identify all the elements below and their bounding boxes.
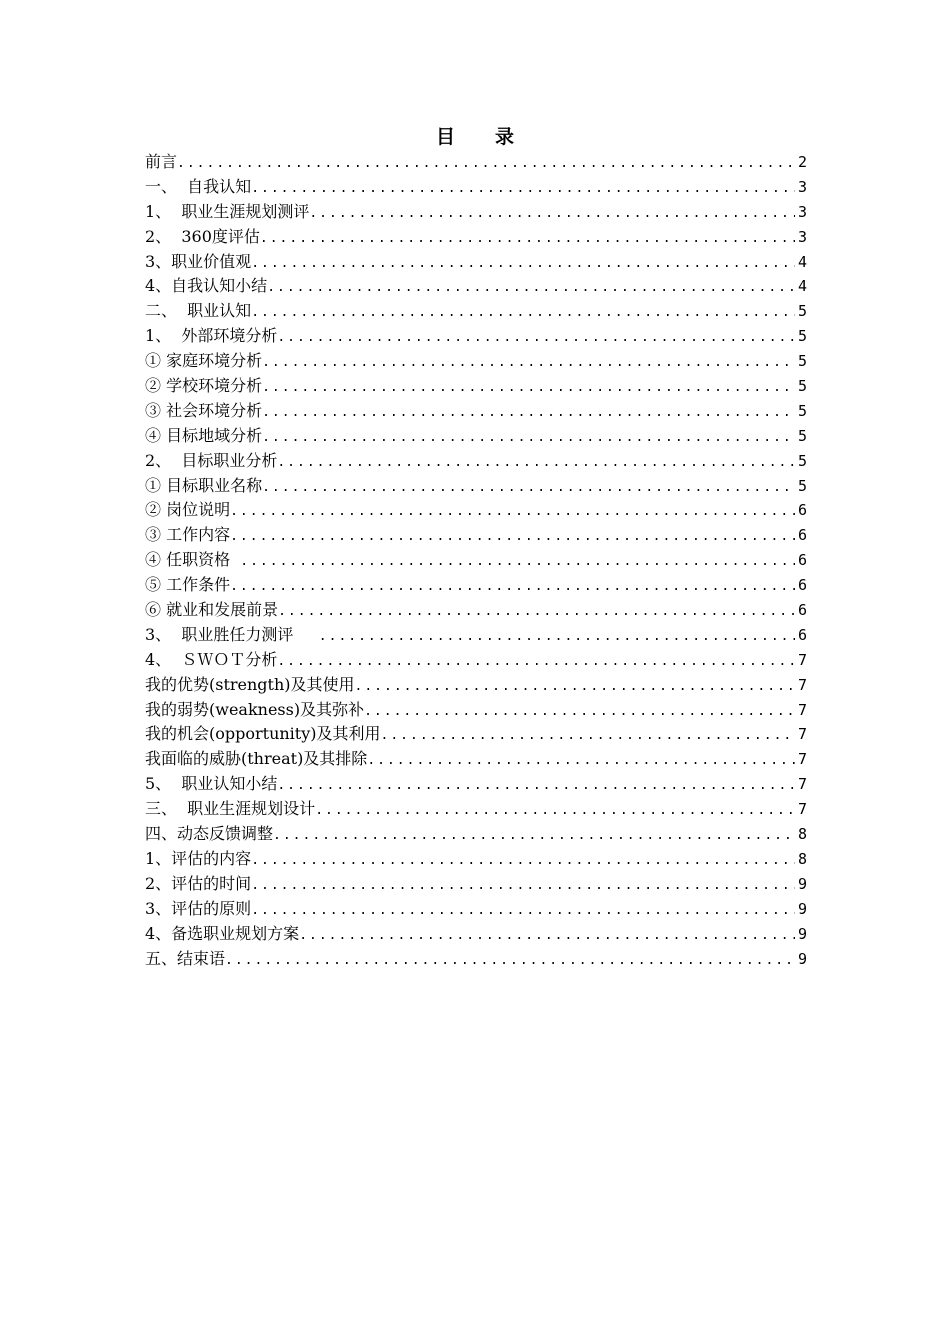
toc-entry[interactable] (145, 200, 807, 225)
toc-dot-leader (381, 724, 795, 747)
toc-dot-leader (277, 326, 795, 349)
toc-entry-page-number: 4 (797, 277, 807, 296)
toc-dot-leader (230, 575, 795, 598)
toc-entry-label: 五、结束语 (145, 948, 226, 968)
toc-dot-leader (273, 824, 795, 847)
toc-dot-leader (262, 351, 795, 374)
toc-entry-label: 二、 职业认知 (145, 301, 252, 321)
toc-entry[interactable] (145, 474, 807, 499)
toc-dot-leader (277, 650, 795, 673)
toc-title-right: 录 (495, 126, 515, 148)
toc-entry-label: 5、 职业认知小结 (145, 774, 278, 794)
toc-dot-leader (364, 700, 795, 723)
toc-entry-page-number: 7 (797, 800, 807, 819)
toc-entry-page-number: 7 (797, 675, 807, 694)
toc-entry[interactable] (145, 498, 807, 523)
toc-dot-leader (251, 252, 795, 275)
toc-dot-leader (355, 675, 795, 698)
toc-entry-label: 我的机会(opportunity)及其利用 (145, 724, 381, 744)
toc-entry[interactable] (145, 797, 807, 822)
toc-entry-label: 1、 外部环境分析 (145, 326, 278, 346)
toc-entry[interactable] (145, 573, 807, 598)
toc-entry-page-number: 6 (797, 501, 807, 520)
toc-entry[interactable] (145, 922, 807, 947)
toc-title (0, 124, 950, 150)
toc-entry[interactable] (145, 349, 807, 374)
toc-dot-leader (251, 849, 795, 872)
toc-entry[interactable] (145, 374, 807, 399)
toc-entry-label: ③ 工作内容 (145, 525, 231, 545)
toc-entry-label: 2、 目标职业分析 (145, 450, 278, 470)
toc-entry-label: 3、 职业胜任力测评 (145, 624, 319, 644)
toc-entry-label: 4、 ＳＷＯＴ分析 (145, 649, 278, 669)
toc-entry[interactable] (145, 648, 807, 673)
toc-entry-page-number: 4 (797, 252, 807, 271)
toc-entry[interactable] (145, 722, 807, 747)
toc-dot-leader (277, 774, 795, 797)
toc-dot-leader (177, 152, 795, 175)
toc-entry[interactable] (145, 399, 807, 424)
toc-entry[interactable] (145, 250, 807, 275)
toc-entry-label: 4、备选职业规划方案 (145, 923, 300, 943)
toc-entry-label: ③ 社会环境分析 (145, 400, 263, 420)
toc-dot-leader (240, 550, 795, 573)
toc-entry-page-number: 7 (797, 775, 807, 794)
toc-entry[interactable] (145, 747, 807, 772)
toc-title-left: 目 (435, 126, 455, 148)
toc-entry-page-number: 5 (797, 451, 807, 470)
toc-entry-label: 三、 职业生涯规划设计 (145, 799, 316, 819)
toc-entry[interactable] (145, 897, 807, 922)
toc-entry-page-number: 7 (797, 700, 807, 719)
toc-entry[interactable] (145, 175, 807, 200)
toc-entry[interactable] (145, 623, 807, 648)
toc-entry-label: ⑥ 就业和发展前景 (145, 600, 279, 620)
toc-list (145, 150, 807, 971)
toc-entry-label: ④ 任职资格 (145, 550, 241, 570)
toc-dot-leader (262, 476, 795, 499)
toc-dot-leader (278, 600, 795, 623)
toc-entry-page-number: 9 (797, 874, 807, 893)
toc-entry-label: 2、评估的时间 (145, 873, 252, 893)
toc-dot-leader (260, 227, 795, 250)
toc-entry-page-number: 8 (797, 849, 807, 868)
toc-entry-label: 四、动态反馈调整 (145, 824, 274, 844)
toc-dot-leader (309, 202, 795, 225)
toc-entry-label: 前言 (145, 152, 178, 171)
toc-dot-leader (262, 376, 795, 399)
toc-entry-page-number: 6 (797, 576, 807, 595)
toc-entry[interactable] (145, 449, 807, 474)
toc-entry-label: 3、职业价值观 (145, 251, 252, 271)
toc-entry-page-number: 6 (797, 551, 807, 570)
toc-dot-leader (319, 625, 795, 648)
toc-entry-label: 1、 职业生涯规划测评 (145, 201, 310, 221)
toc-dot-leader (367, 749, 795, 772)
toc-entry[interactable] (145, 872, 807, 897)
toc-entry-page-number: 3 (797, 227, 807, 246)
toc-entry[interactable] (145, 772, 807, 797)
toc-entry[interactable] (145, 598, 807, 623)
toc-entry-page-number: 5 (797, 302, 807, 321)
toc-entry[interactable] (145, 698, 807, 723)
toc-entry[interactable] (145, 947, 807, 972)
toc-entry-label: ④ 目标地域分析 (145, 425, 263, 445)
toc-entry[interactable] (145, 225, 807, 250)
toc-entry-page-number: 9 (797, 924, 807, 943)
toc-dot-leader (251, 177, 795, 200)
toc-entry-label: 一、 自我认知 (145, 176, 252, 196)
toc-entry[interactable] (145, 673, 807, 698)
toc-entry[interactable] (145, 523, 807, 548)
toc-entry-page-number: 6 (797, 601, 807, 620)
toc-entry-page-number: 7 (797, 650, 807, 669)
toc-entry-page-number: 9 (797, 899, 807, 918)
toc-dot-leader (315, 799, 795, 822)
toc-entry-label: 我面临的威胁(threat)及其排除 (145, 749, 368, 769)
toc-entry-page-number: 3 (797, 202, 807, 221)
toc-entry-label: 3、评估的原则 (145, 898, 252, 918)
toc-entry-label: 2、 360度评估 (145, 226, 260, 246)
toc-dot-leader (230, 500, 795, 523)
toc-entry-page-number: 2 (797, 153, 807, 171)
toc-entry-label: 我的弱势(weakness)及其弥补 (145, 699, 365, 719)
toc-entry-page-number: 3 (797, 177, 807, 196)
toc-dot-leader (251, 899, 795, 922)
toc-dot-leader (262, 401, 795, 424)
toc-entry-page-number: 5 (797, 476, 807, 495)
toc-entry-label: 我的优势(strength)及其使用 (145, 674, 355, 694)
toc-entry-page-number: 9 (797, 949, 807, 968)
toc-entry-page-number: 6 (797, 526, 807, 545)
toc-entry-label: 1、评估的内容 (145, 848, 252, 868)
toc-entry[interactable] (145, 424, 807, 449)
toc-entry[interactable] (145, 150, 807, 175)
toc-entry-page-number: 7 (797, 750, 807, 769)
toc-entry-label: 4、自我认知小结 (145, 276, 268, 296)
toc-entry-page-number: 8 (797, 825, 807, 844)
toc-entry[interactable] (145, 299, 807, 324)
toc-entry-page-number: 5 (797, 327, 807, 346)
toc-entry[interactable] (145, 274, 807, 299)
toc-dot-leader (251, 301, 795, 324)
toc-dot-leader (267, 276, 795, 299)
toc-entry[interactable] (145, 847, 807, 872)
toc-entry[interactable] (145, 324, 807, 349)
toc-entry-label: ① 目标职业名称 (145, 475, 263, 495)
toc-dot-leader (277, 451, 795, 474)
toc-entry-page-number: 5 (797, 377, 807, 396)
toc-entry-page-number: 5 (797, 352, 807, 371)
toc-dot-leader (225, 949, 795, 972)
toc-entry[interactable] (145, 548, 807, 573)
toc-entry-label: ⑤ 工作条件 (145, 575, 231, 595)
toc-entry-page-number: 6 (797, 625, 807, 644)
toc-dot-leader (251, 874, 795, 897)
toc-entry[interactable] (145, 822, 807, 847)
toc-entry-label: ② 岗位说明 (145, 500, 231, 520)
toc-entry-label: ① 家庭环境分析 (145, 351, 263, 371)
toc-dot-leader (299, 924, 795, 947)
toc-dot-leader (230, 525, 795, 548)
toc-entry-label: ② 学校环境分析 (145, 376, 263, 396)
toc-dot-leader (262, 426, 795, 449)
toc-entry-page-number: 5 (797, 401, 807, 420)
toc-entry-page-number: 5 (797, 426, 807, 445)
toc-entry-page-number: 7 (797, 725, 807, 744)
